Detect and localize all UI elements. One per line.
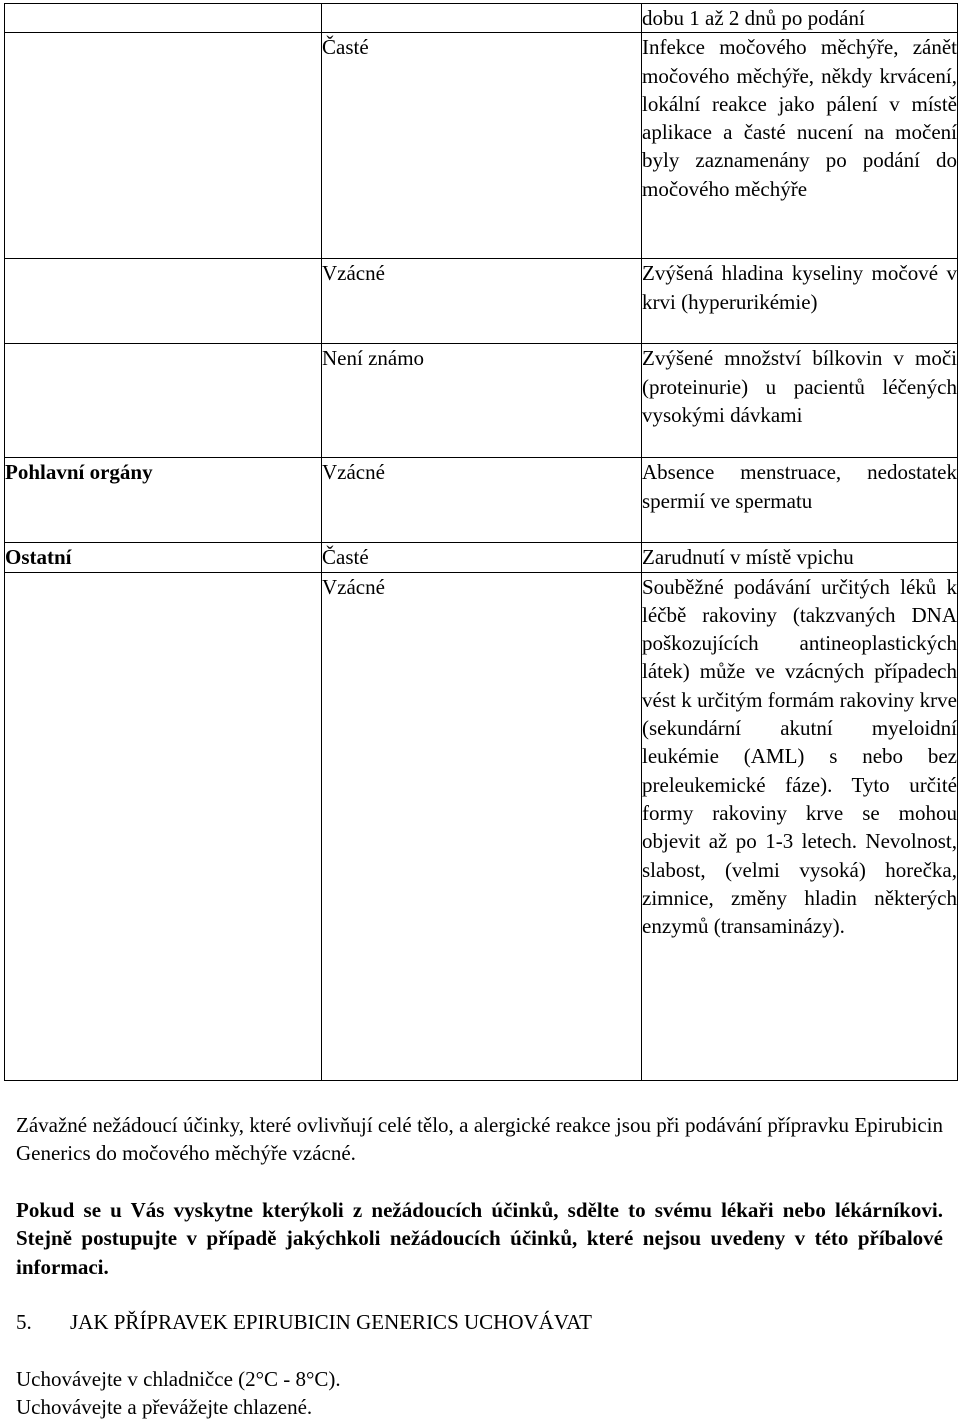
- effect-cell: Absence menstruace, nedostatek spermií ve spermatu: [642, 458, 958, 543]
- organ-system-cell: Ostatní: [5, 543, 322, 572]
- effect-cell: Zvýšená hladina kyseliny močové v krvi (hyperurikémie): [642, 259, 958, 344]
- section-heading: [16, 1308, 592, 1336]
- section-number: 5.: [16, 1310, 32, 1334]
- effect-cell: Zvýšené množství bílkovin v moči (proteinurie) u pacientů léčených vysokými dávkami: [642, 344, 958, 458]
- table-row: [5, 344, 958, 458]
- table-row: [5, 259, 958, 344]
- organ-system-cell: [5, 259, 322, 344]
- storage-line-2: Uchovávejte a převážejte chlazené.: [16, 1395, 313, 1419]
- frequency-cell: Časté: [322, 543, 642, 572]
- frequency-cell: Vzácné: [322, 259, 642, 344]
- table-row: [5, 458, 958, 543]
- frequency-cell: [322, 4, 642, 33]
- organ-system-cell: [5, 4, 322, 33]
- table-row: [5, 572, 958, 1080]
- serious-effects-paragraph: Závažné nežádoucí účinky, které ovlivňují celé tělo, a alergické reakce jsou při podávání přípravku Epirubicin Generics do močového měchýře vzácné.: [16, 1113, 943, 1166]
- effect-cell: dobu 1 až 2 dnů po podání: [642, 4, 958, 33]
- organ-system-cell: Pohlavní orgány: [5, 458, 322, 543]
- frequency-cell: Vzácné: [322, 458, 642, 543]
- notice-paragraph: Pokud se u Vás vyskytne kterýkoli z nežádoucích účinků, sdělte to svému lékaři nebo lékárníkovi. Stejně postupujte v případě jakýchkoli nežádoucích účinků, které nejsou uvedeny v této příbalové informaci.: [16, 1198, 943, 1279]
- frequency-cell: Časté: [322, 33, 642, 259]
- table-row: [5, 543, 958, 572]
- side-effects-table: [4, 3, 958, 1081]
- table-row: [5, 33, 958, 259]
- frequency-cell: Vzácné: [322, 572, 642, 1080]
- section-title: JAK PŘÍPRAVEK EPIRUBICIN GENERICS UCHOVÁVAT: [70, 1310, 592, 1334]
- organ-system-cell: [5, 33, 322, 259]
- storage-line-1: Uchovávejte v chladničce (2°C - 8°C).: [16, 1367, 341, 1391]
- effect-cell: Souběžné podávání určitých léků k léčbě rakoviny (takzvaných DNA poškozujících antineoplastických látek) může ve vzácných případech vést k určitým formám rakoviny krve (sekundární akutní myeloidní leukémie (AML) s nebo bez preleukemické fáze). Tyto určité formy rakoviny krve se mohou objevit až po 1-3 letech. Nevolnost, slabost, (velmi vysoká) horečka, zimnice, změny hladin některých enzymů (transaminázy).: [642, 572, 958, 1080]
- organ-system-cell: [5, 572, 322, 1080]
- table-row: [5, 4, 958, 33]
- effect-cell: Infekce močového měchýře, zánět močového měchýře, někdy krvácení, lokální reakce jako pálení v místě aplikace a časté nucení na močení byly zaznamenány po podání do močového měchýře: [642, 33, 958, 259]
- frequency-cell: Není známo: [322, 344, 642, 458]
- effect-cell: Zarudnutí v místě vpichu: [642, 543, 958, 572]
- organ-system-cell: [5, 344, 322, 458]
